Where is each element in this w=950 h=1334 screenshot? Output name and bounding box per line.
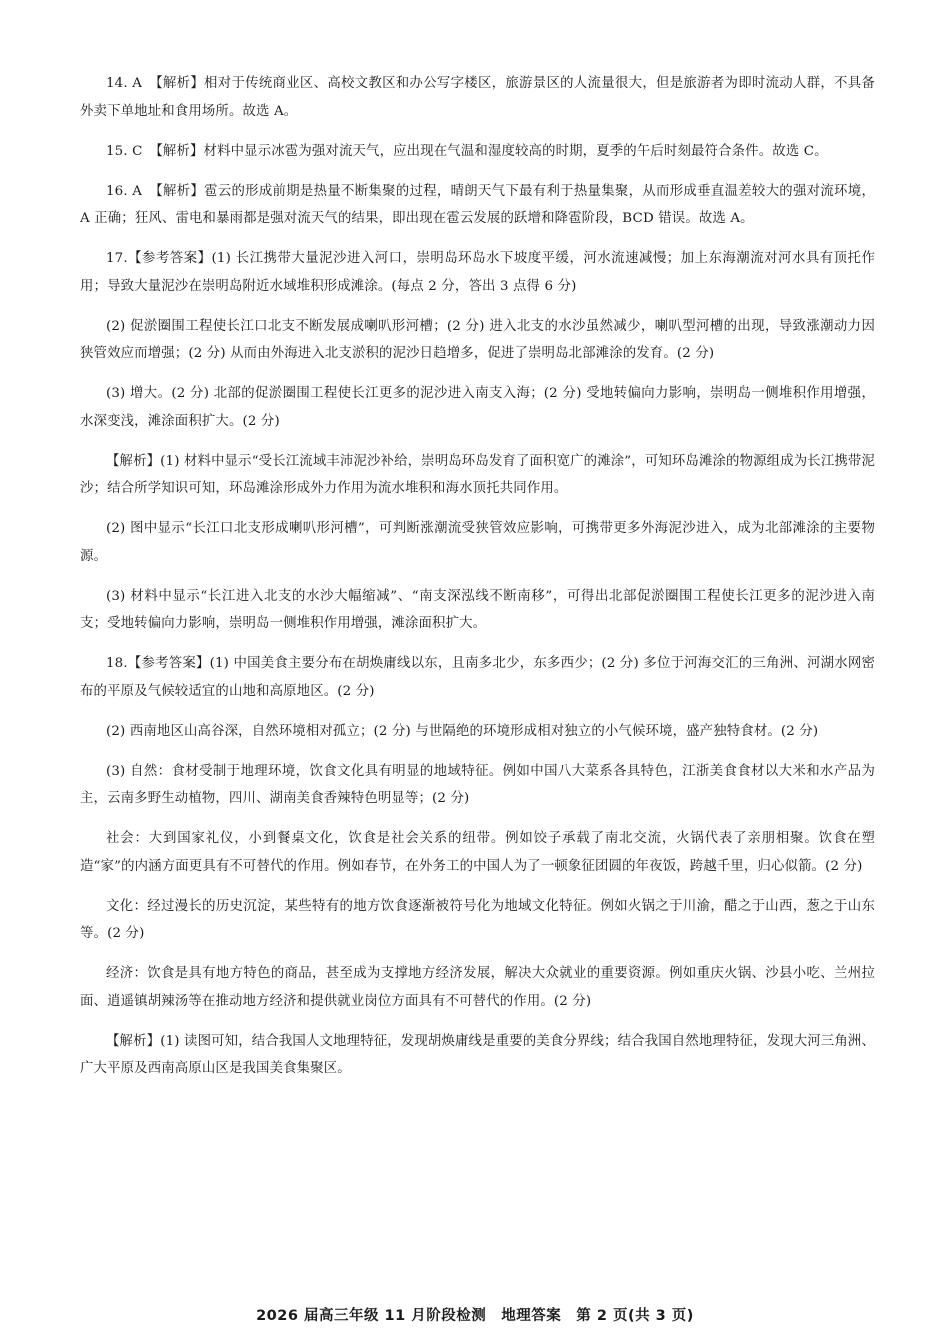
page-footer: 2026 届高三年级 11 月阶段检测 地理答案 第 2 页(共 3 页) — [256, 1308, 694, 1324]
analysis-17-part-3: (3) 材料中显示“长江进入北支的水沙大幅缩减”、“南支深泓线不断南移”，可得出北部促淤圈围工程使长江更多的泥沙进入南支；受地转偏向力影响，崇明岛一侧堆积作用增强，滩涂面积扩大。 — [80, 588, 875, 631]
answer-18-part-3-economy: 经济：饮食是具有地方特色的商品，甚至成为支撑地方经济发展，解决大众就业的重要资源。例如重庆火锅、沙县小吃、兰州拉面、逍遥镇胡辣汤等在推动地方经济和提供就业岗位方面具有不可替代的作用。(2 分) — [80, 966, 875, 1009]
answer-16: 16. A 【解析】雹云的形成前期是热量不断集聚的过程，晴朗天气下最有利于热量集聚，从而形成垂直温差较大的强对流环境，A 正确；狂风、雷电和暴雨都是强对流天气的结果，即出现在雹云发展的跃增和降雹阶段，BCD 错误。故选 A。 — [80, 183, 875, 226]
answer-17-part-2: (2) 促淤圈围工程使长江口北支不断发展成喇叭形河槽；(2 分) 进入北支的水沙虽然减少，喇叭型河槽的出现，导致涨潮动力因狭管效应而增强；(2 分) 从而由外海进入北支淤积的泥沙日趋增多，促进了崇明岛北部滩涂的发育。(2 分) — [80, 318, 875, 361]
analysis-18-part-1: 【解析】(1) 读图可知，结合我国人文地理特征，发现胡焕庸线是重要的美食分界线；结合我国自然地理特征，发现大河三角洲、广大平原及西南高原山区是我国美食集聚区。 — [80, 1033, 875, 1076]
answer-14: 14. A 【解析】相对于传统商业区、高校文教区和办公写字楼区，旅游景区的人流量很大，但是旅游者为即时流动人群，不具备外卖下单地址和食用场所。故选 A。 — [80, 76, 875, 119]
answer-15: 15. C 【解析】材料中显示冰雹为强对流天气，应出现在气温和湿度较高的时期，夏季的午后时刻最符合条件。故选 C。 — [106, 143, 828, 159]
answer-17-part-3: (3) 增大。(2 分) 北部的促淤圈围工程使长江更多的泥沙进入南支入海；(2 分) 受地转偏向力影响，崇明岛一侧堆积作用增强，水深变浅，滩涂面积扩大。(2 分) — [80, 386, 875, 429]
analysis-17-part-1: 【解析】(1) 材料中显示“受长江流域丰沛泥沙补给，崇明岛环岛发育了面积宽广的滩涂”，可知环岛滩涂的物源组成为长江携带泥沙；结合所学知识可知，环岛滩涂形成外力作用为流水堆积和海水顶托共同作用。 — [80, 453, 876, 496]
answer-18-part-1: 18.【参考答案】(1) 中国美食主要分布在胡焕庸线以东，且南多北少，东多西少；(2 分) 多位于河海交汇的三角洲、河湖水网密布的平原及气候较适宜的山地和高原地区。(2 分) — [80, 656, 875, 699]
answer-18-part-3-society: 社会：大到国家礼仪，小到餐桌文化，饮食是社会关系的纽带。例如饺子承载了南北交流，火锅代表了亲朋相聚。饮食在塑造“家”的内涵方面更具有不可替代的作用。例如春节，在外务工的中国人为了一顿象征团圆的年夜饭，跨越千里，归心似箭。(2 分) — [80, 831, 875, 874]
answer-17-part-1: 17.【参考答案】(1) 长江携带大量泥沙进入河口，崇明岛环岛水下坡度平缓，河水流速减慢；加上东海潮流对河水具有顶托作用；导致大量泥沙在崇明岛附近水域堆积形成滩涂。(每点 2 分，答出 3 点得 6 分) — [80, 251, 875, 294]
analysis-17-part-2: (2) 图中显示“长江口北支形成喇叭形河槽”，可判断涨潮流受狭管效应影响，可携带更多外海泥沙进入，成为北部滩涂的主要物源。 — [80, 521, 875, 564]
answer-18-part-3-nature: (3) 自然：食材受制于地理环境，饮食文化具有明显的地域特征。例如中国八大菜系各具特色，江浙美食食材以大米和水产品为主，云南多野生动植物，四川、湖南美食香辣特色明显等；(2 分) — [80, 763, 875, 806]
answer-18-part-3-culture: 文化：经过漫长的历史沉淀，某些特有的地方饮食逐渐被符号化为地域文化特征。例如火锅之于川渝，醋之于山西，葱之于山东等。(2 分) — [80, 898, 875, 941]
answer-18-part-2: (2) 西南地区山高谷深，自然环境相对孤立；(2 分) 与世隔绝的环境形成相对独立的小气候环境，盛产独特食材。(2 分) — [106, 723, 819, 739]
answer-page — [80, 70, 875, 1095]
